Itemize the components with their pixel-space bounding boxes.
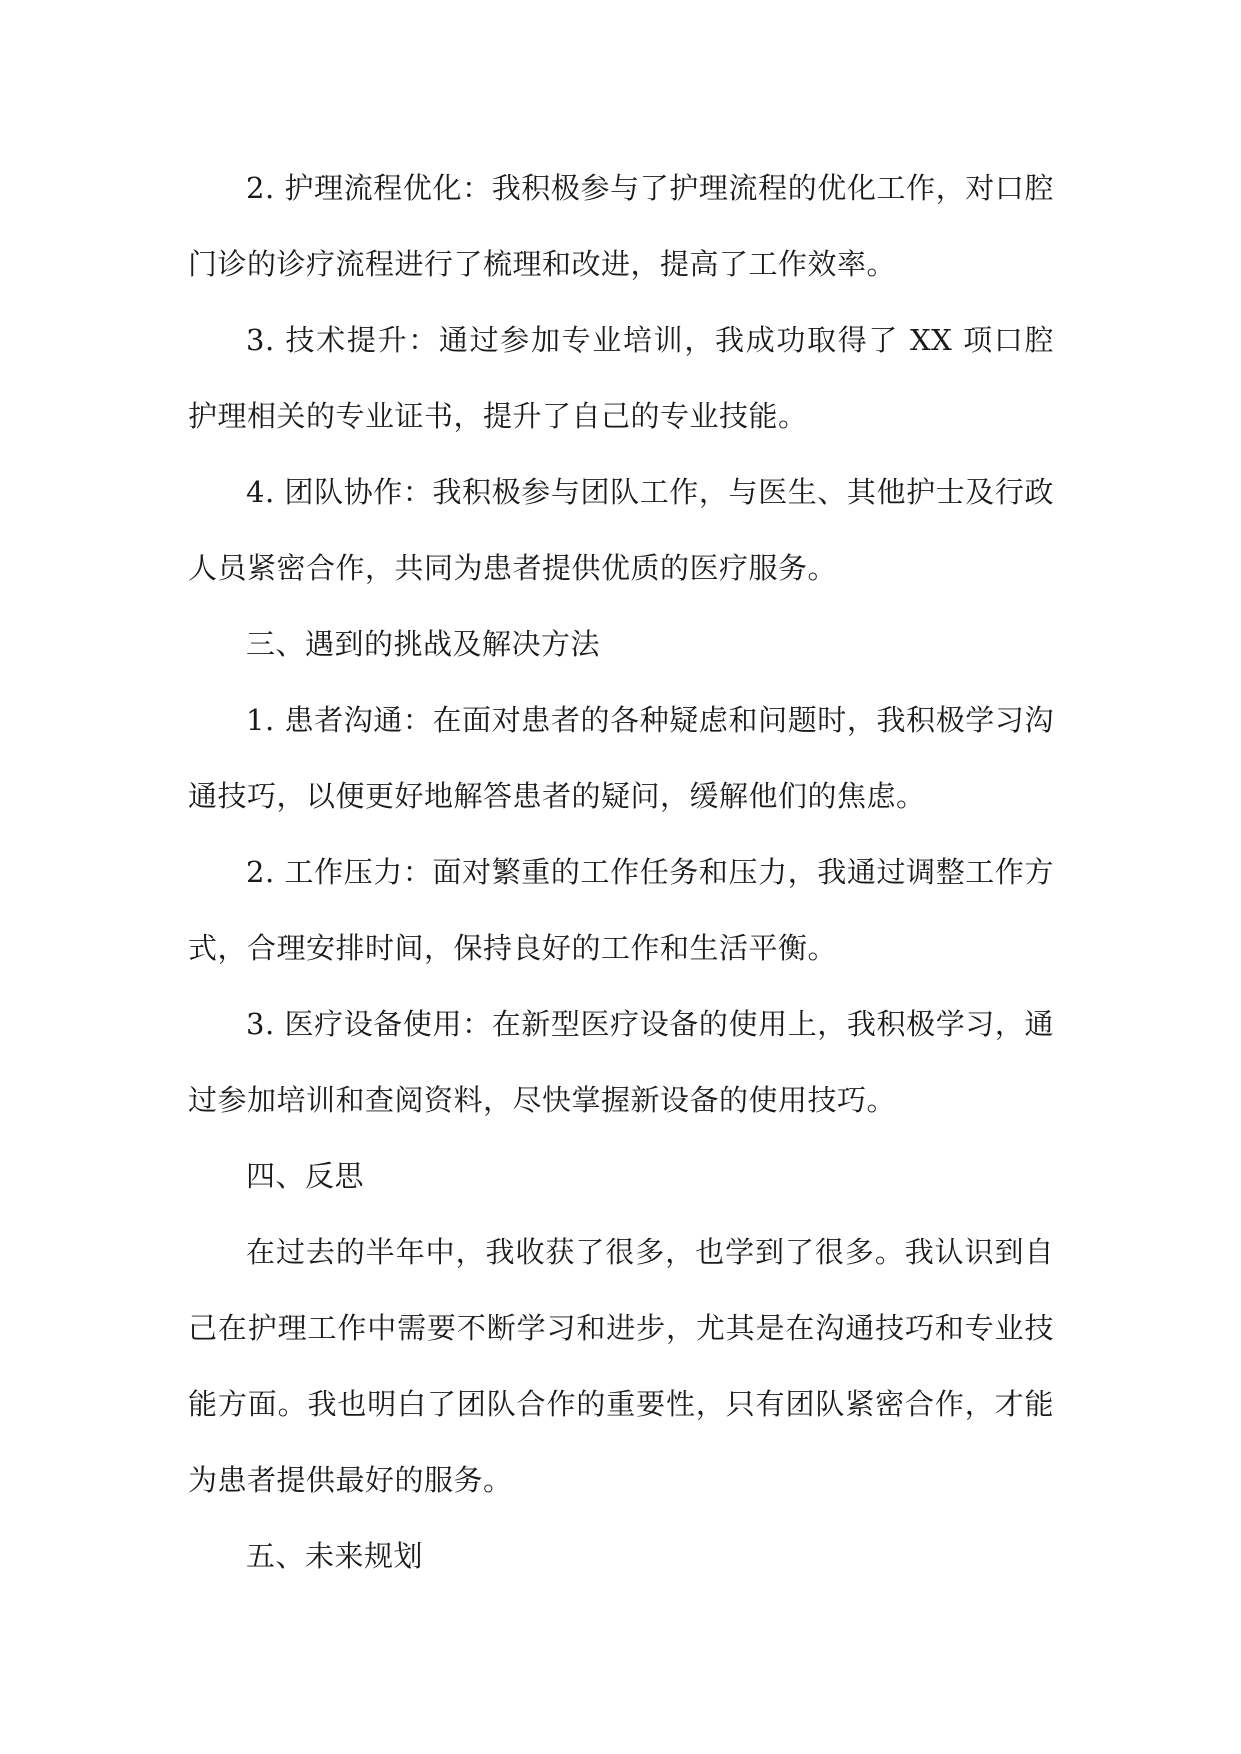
paragraph-work-pressure: 2. 工作压力：面对繁重的工作任务和压力，我通过调整工作方式，合理安排时间，保持良好的工作和生活平衡。 — [188, 855, 1054, 965]
section-heading-future-plan: 五、未来规划 — [246, 1539, 424, 1573]
paragraph-process-optimization: 2. 护理流程优化：我积极参与了护理流程的优化工作，对口腔门诊的诊疗流程进行了梳理和改进，提高了工作效率。 — [188, 171, 1054, 281]
paragraph-skill-improvement: 3. 技术提升：通过参加专业培训，我成功取得了 XX 项口腔护理相关的专业证书，提升了自己的专业技能。 — [188, 323, 1054, 433]
paragraph-patient-communication: 1. 患者沟通：在面对患者的各种疑虑和问题时，我积极学习沟通技巧，以便更好地解答患者的疑问，缓解他们的焦虑。 — [188, 703, 1054, 813]
section-heading-challenges: 三、遇到的挑战及解决方法 — [246, 627, 601, 661]
paragraph-teamwork: 4. 团队协作：我积极参与团队工作，与医生、其他护士及行政人员紧密合作，共同为患者提供优质的医疗服务。 — [188, 475, 1054, 585]
paragraph-medical-equipment: 3. 医疗设备使用：在新型医疗设备的使用上，我积极学习，通过参加培训和查阅资料，尽快掌握新设备的使用技巧。 — [188, 1007, 1054, 1117]
paragraph-reflection: 在过去的半年中，我收获了很多，也学到了很多。我认识到自己在护理工作中需要不断学习和进步，尤其是在沟通技巧和专业技能方面。我也明白了团队合作的重要性，只有团队紧密合作，才能为患者提供最好的服务。 — [188, 1235, 1054, 1497]
document-body — [188, 150, 1054, 1594]
section-heading-reflection: 四、反思 — [246, 1159, 365, 1193]
